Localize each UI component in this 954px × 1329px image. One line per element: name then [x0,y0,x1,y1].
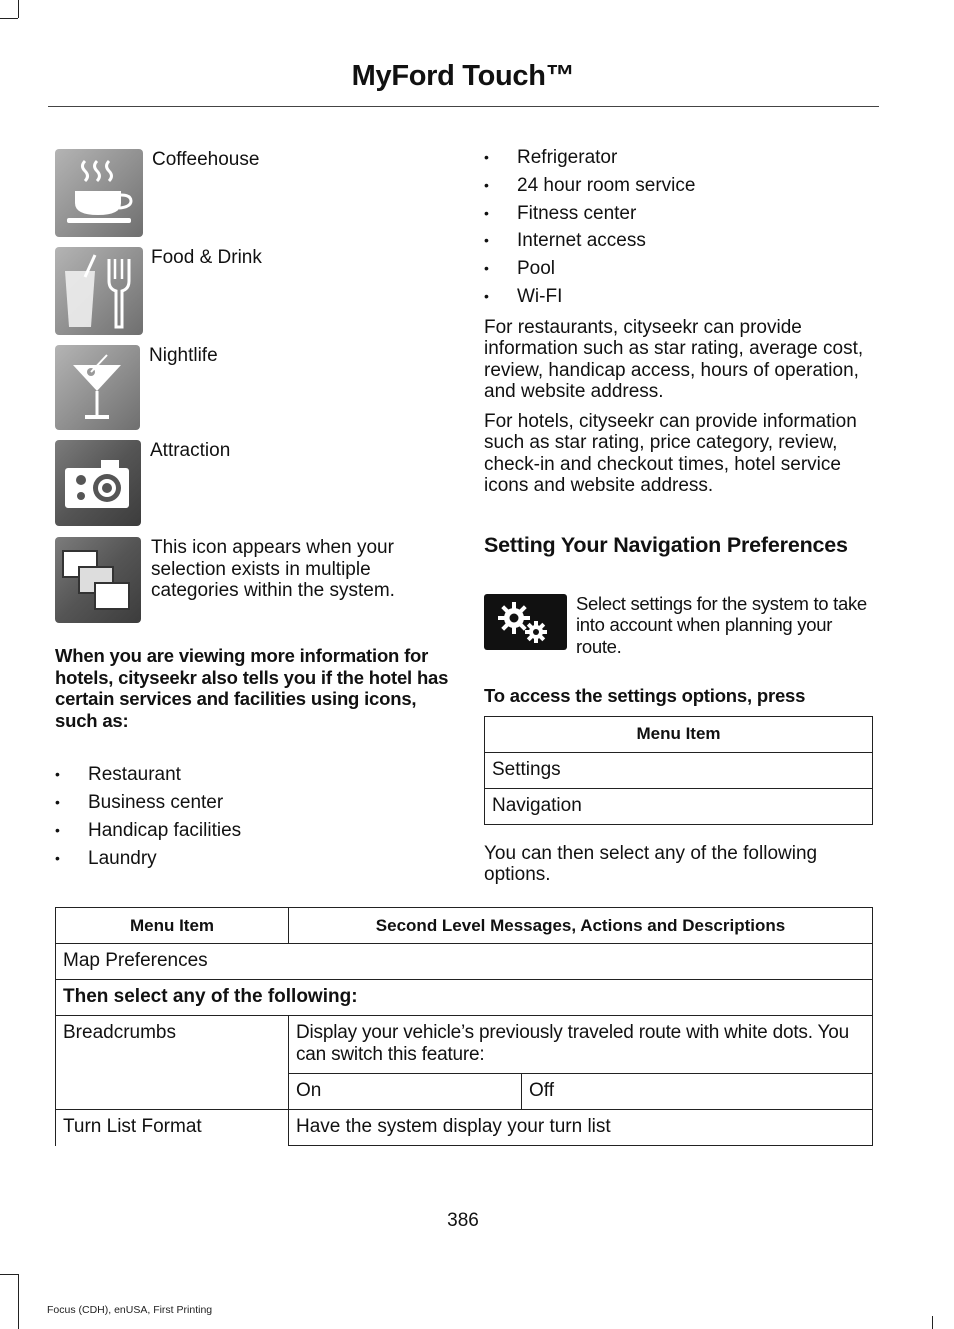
hotels-paragraph: For hotels, cityseekr can provide information such as star rating, price category, review, check-in and checkout times, hotel service icons and website address. [484,411,857,496]
table-row: Then select any of the following: [56,980,873,1016]
icon-label: This icon appears when your selection exists in multiple categories within the system. [151,537,395,601]
list-item: • Laundry [55,848,445,869]
list-item: • Refrigerator [484,147,874,168]
page-number: 386 [447,1210,479,1231]
crop-mark [0,1274,18,1275]
food-drink-icon [55,247,143,335]
icon-label: Nightlife [149,345,218,366]
nightlife-icon [55,345,140,430]
table-row: Map Preferences [56,944,873,980]
multiple-categories-icon [55,537,141,623]
list-item: • Handicap facilities [55,820,445,841]
list-item: • Internet access [484,230,874,251]
table-cell: Turn List Format [56,1110,289,1146]
list-item: • Wi-FI [484,286,874,307]
table-cell: Breadcrumbs [56,1016,289,1110]
table-cell: Have the system display your turn list [289,1110,873,1146]
settings-description: Select settings for the system to take into account when planning your route. [576,593,867,657]
table-row: Settings [485,753,873,789]
list-item: • Fitness center [484,203,874,224]
menu-item-table [484,716,873,825]
list-item: • Pool [484,258,874,279]
icon-row-nightlife [55,345,445,435]
crop-mark [0,18,18,19]
press-heading: To access the settings options, press [484,685,806,706]
icon-label: Attraction [150,440,231,461]
list-item: • 24 hour room service [484,175,874,196]
table-header: Menu Item [485,717,873,753]
table-row: Navigation [485,789,873,825]
table-cell: Off [522,1074,873,1110]
attraction-icon [55,440,141,526]
list-item: • Business center [55,792,445,813]
icon-row-food-drink [55,247,445,337]
settings-gears-icon [484,594,567,650]
title-divider [48,106,879,107]
hotel-services-list [55,764,445,869]
coffeehouse-icon [55,149,143,237]
hotel-services-list-cont [484,147,874,307]
crop-mark [18,0,19,18]
list-item: • Restaurant [55,764,445,785]
map-preferences-table [55,907,873,1146]
crop-mark [932,1316,933,1329]
page-title: MyFord Touch™ [351,60,575,92]
crop-mark [18,1274,19,1329]
footer-edition: Focus (CDH), enUSA, First Printing [47,1304,213,1316]
restaurants-paragraph: For restaurants, cityseekr can provide information such as star rating, average cost, review, handicap access, hours of operation, and website address. [484,317,864,402]
table-header: Menu Item [56,908,289,944]
table-cell: On [289,1074,522,1110]
icon-label: Food & Drink [151,247,262,268]
icon-row-multiple [55,537,445,627]
table-header: Second Level Messages, Actions and Descriptions [289,908,873,944]
then-select-paragraph: You can then select any of the following options. [484,843,818,886]
icon-label: Coffeehouse [152,149,260,170]
icon-row-attraction [55,440,445,530]
hotels-icons-intro: When you are viewing more information for hotels, cityseekr also tells you if the hotel has certain services and facilities using icons, such as: [55,645,449,731]
section-heading: Setting Your Navigation Preferences [484,533,848,557]
icon-row-coffeehouse [55,149,445,239]
table-cell: Display your vehicle’s previously traveled route with white dots. You can switch this feature: [289,1016,873,1074]
